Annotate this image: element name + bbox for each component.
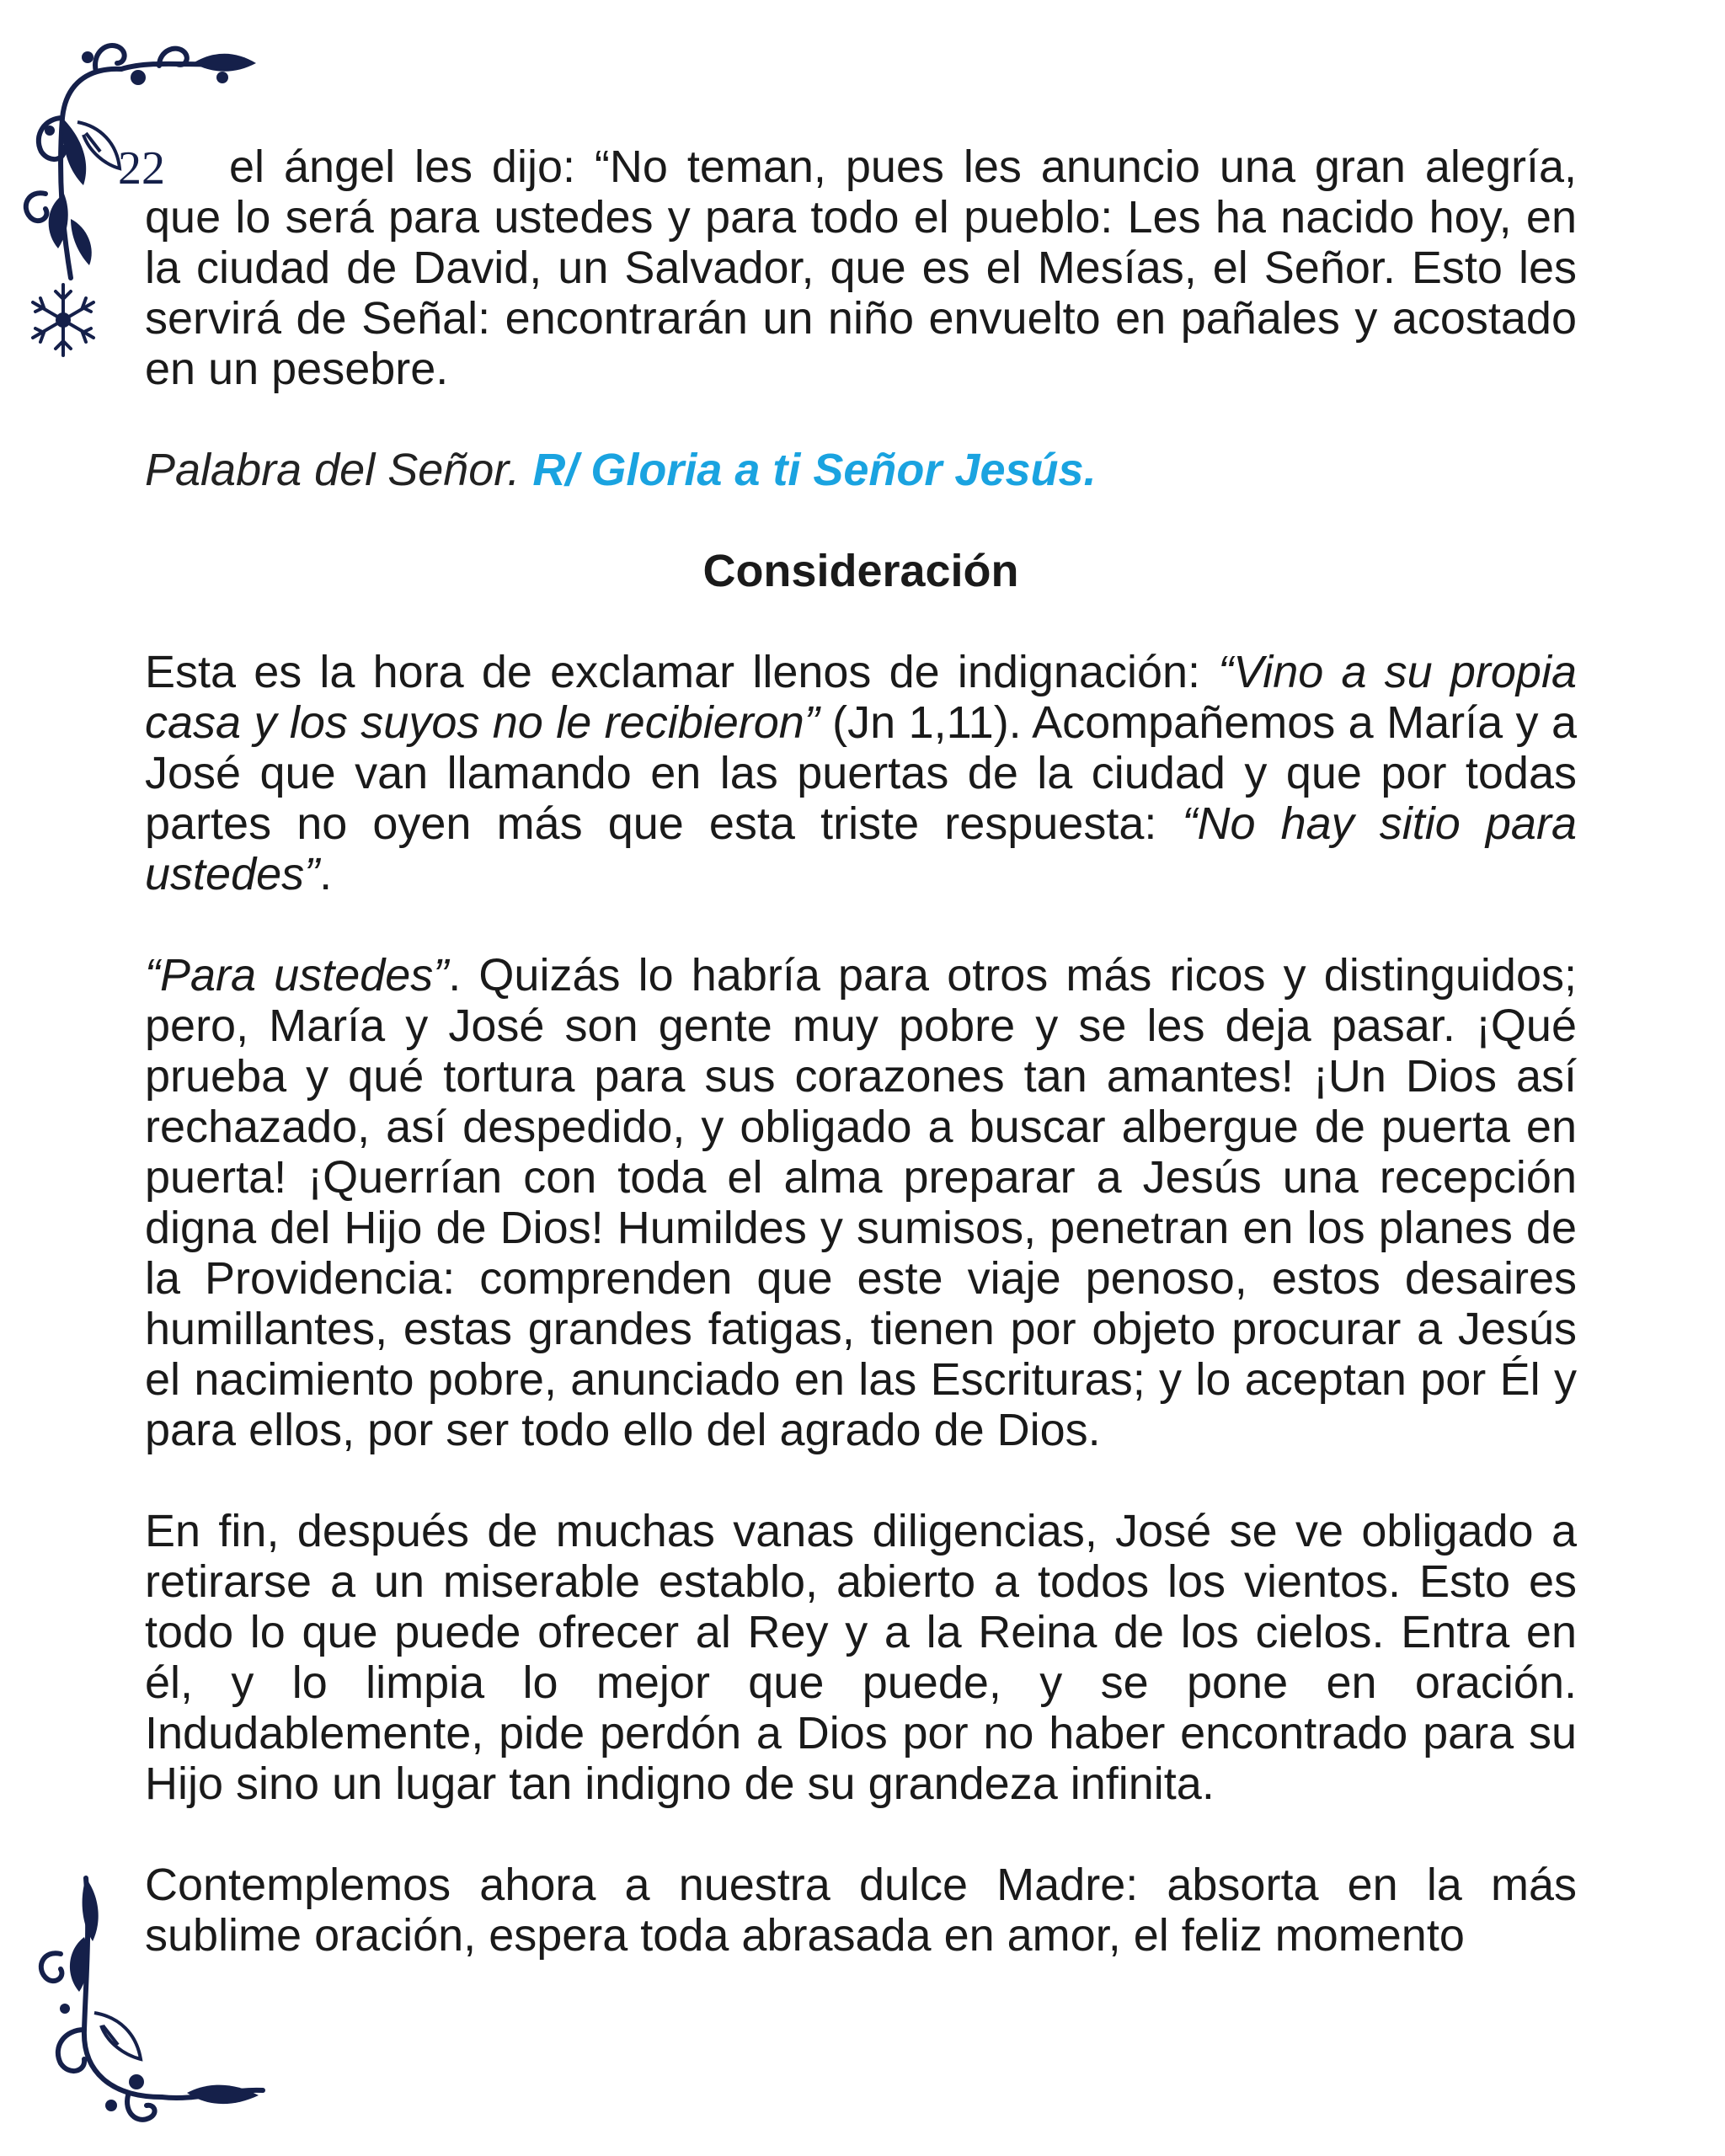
spacer — [145, 394, 1577, 445]
paragraph-1 — [145, 647, 1577, 899]
acclamation-text: Palabra del Señor. — [145, 445, 521, 495]
response-text: R/ Gloria a ti Señor Jesús. — [532, 445, 1097, 495]
paragraph-1-e: . — [319, 849, 333, 899]
paragraph-2-body: . Quizás lo habría para otros más ricos y distinguidos; pero, María y José son gente muy pobre y se les deja pasar. ¡Qué prueba y qué tortura para sus corazones tan amantes! ¡Un Dios así rechazado, así despedido, y obligado a buscar albergue de puerta en puerta! ¡Querrían con toda el alma preparar a Jesús una recepción digna del Hijo de Dios! Humildes y sumisos, penetran en los planes de la Providencia: comprenden que este viaje penoso, estos desaires humillantes, estas grandes fatigas, tienen por objeto procurar a Jesús el nacimiento pobre, anunciado en las Escrituras; y lo aceptan por Él y para ellos, por ser todo ello del agrado de Dios. — [145, 950, 1577, 1455]
paragraph-1-quote-1: “Vino a su propia casa y los suyos no le recibieron” — [145, 647, 1577, 748]
paragraph-1-a: Esta es la hora de exclamar llenos de indignación: — [145, 647, 1219, 697]
paragraph-2-quote: “Para ustedes” — [145, 950, 449, 1001]
paragraph-4: Contemplemos ahora a nuestra dulce Madre: absorta en la más sublime oración, espera toda abrasada en amor, el feliz momento — [145, 1860, 1577, 1961]
gospel-reading-text: el ángel les dijo: “No teman, pues les anuncio una gran alegría, que lo será para ustedes y para todo el pueblo: Les ha nacido hoy, en la ciudad de David, un Salvador, que es el Mesías, el Señor. Esto les servirá de Señal: encontrarán un niño envuelto en pañales y acostado en un pesebre. — [145, 141, 1577, 394]
paragraph-1-c: (Jn 1,11). Acompañemos a María y a José que van llamando en las puertas de la ciudad y que por todas partes no oyen más que esta triste respuesta: — [145, 697, 1577, 849]
paragraph-2 — [145, 950, 1577, 1455]
page-content — [145, 141, 1577, 1961]
paragraph-1-quote-2: “No hay sitio para ustedes” — [145, 798, 1577, 899]
acclamation-line — [145, 445, 1577, 495]
paragraph-3: En fin, después de muchas vanas diligencias, José se ve obligado a retirarse a un miserable establo, abierto a todos los vientos. Esto es todo lo que puede ofrecer al Rey y a la Reina de los cielos. Entra en él, y lo limpia lo mejor que puede, y se pone en oración. Indudablemente, pide perdón a Dios por no haber encontrado para su Hijo sino un lugar tan indigno de su grandeza infinita. — [145, 1506, 1577, 1809]
page-number: 22 — [118, 142, 165, 195]
section-title: Consideración — [702, 546, 1019, 596]
snowflake-icon — [25, 278, 101, 362]
